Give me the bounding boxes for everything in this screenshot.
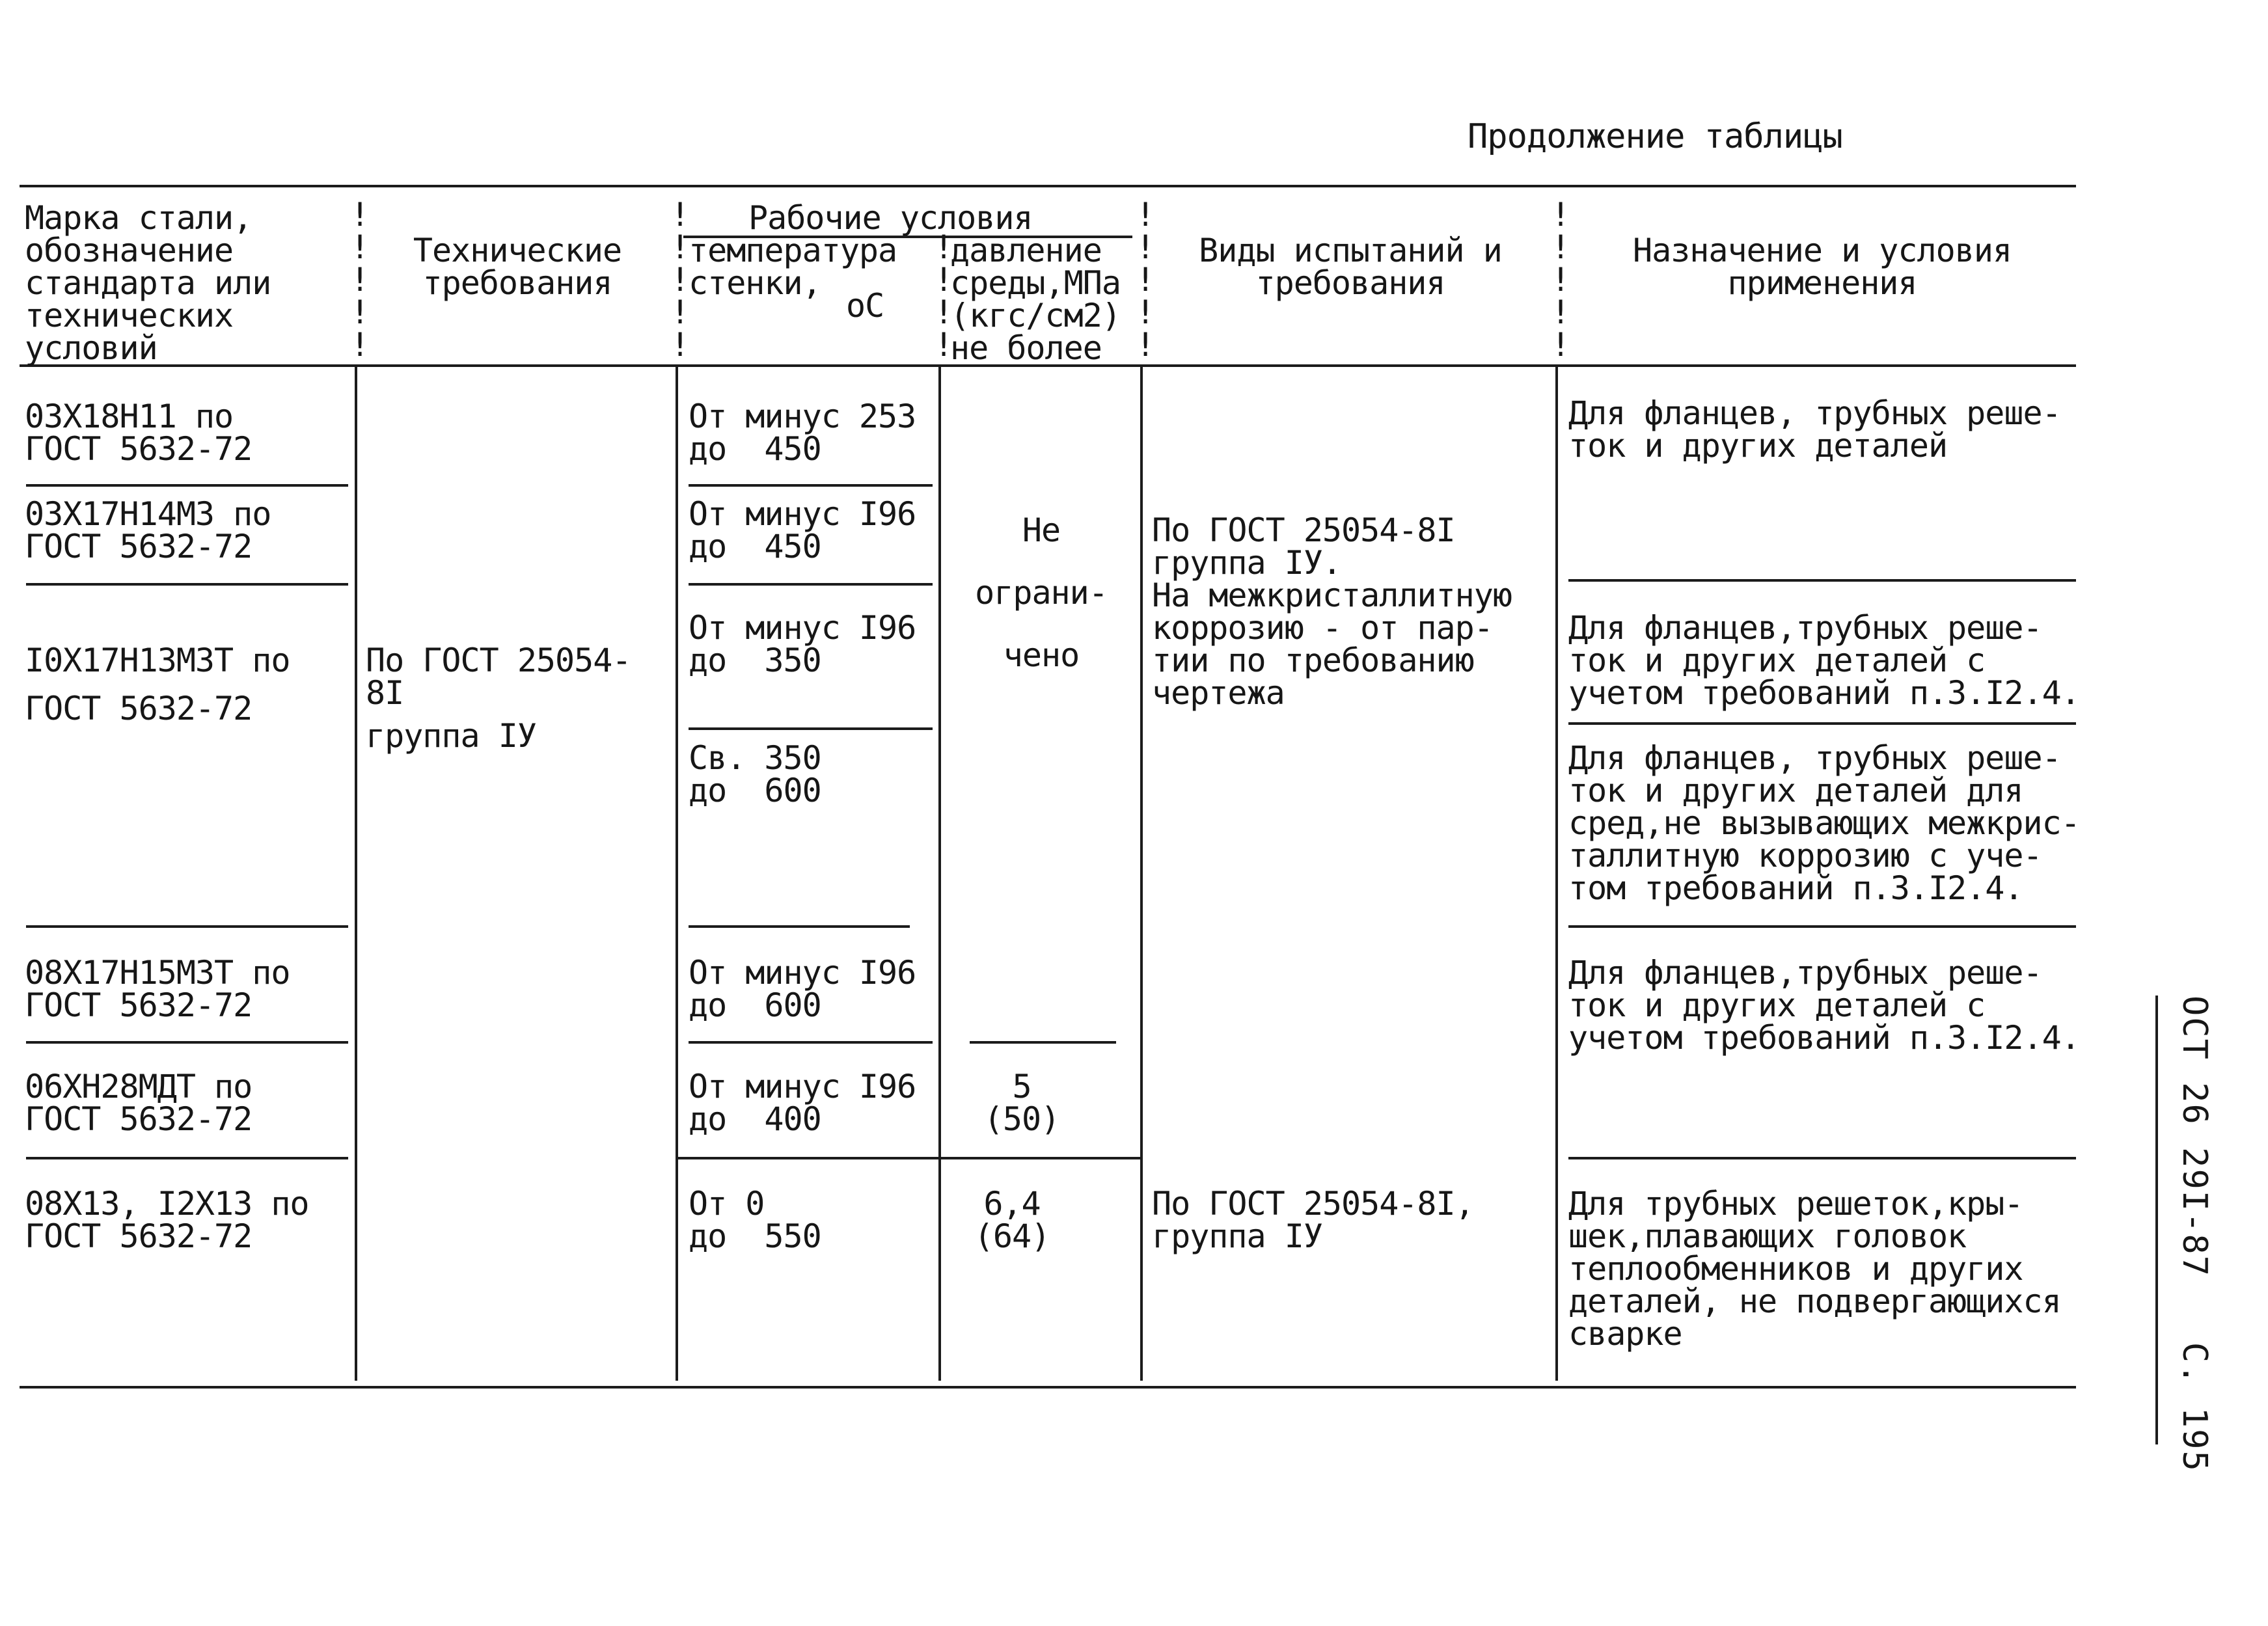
wall-temperature: От минус 253 до 450	[689, 398, 916, 468]
row-rule	[1568, 925, 2076, 928]
header-sep: !	[350, 293, 370, 331]
header-sep: !	[934, 326, 954, 364]
side-rule	[2155, 996, 2158, 1444]
row-rule	[1568, 722, 2076, 725]
header-sep: !	[1551, 196, 1571, 234]
header-tech-requirements: Технические требования	[413, 232, 622, 302]
header-sep: !	[1551, 326, 1571, 364]
header-sep: !	[350, 261, 370, 299]
steel-grade: I0Х17Н13М3Т по ГОСТ 5632-72	[25, 642, 290, 727]
row-rule	[1568, 1157, 2076, 1159]
row-rule	[677, 1157, 1142, 1159]
wall-temperature: Св. 350 до 600	[689, 739, 821, 809]
wall-temperature: От минус I96 до 400	[689, 1068, 916, 1138]
row-rule	[689, 484, 933, 487]
row-rule	[689, 727, 933, 730]
pressure-unlimited: Не ограни- чено	[975, 511, 1108, 674]
header-sep: !	[1136, 293, 1156, 331]
row-rule	[970, 1041, 1116, 1044]
header-sep: !	[1136, 326, 1156, 364]
col-rule-2	[676, 366, 678, 1381]
header-steel-grade: Марка стали, обозначение стандарта или технических условий	[25, 199, 271, 367]
header-sep: !	[1551, 228, 1571, 266]
col-rule-1	[355, 366, 357, 1381]
pressure-value: 6,4 (64)	[974, 1185, 1050, 1255]
purpose: Для фланцев,трубных реше- ток и других деталей с учетом требований п.3.I2.4.	[1568, 609, 2080, 712]
header-purpose: Назначение и условия применения	[1632, 232, 2012, 302]
header-sep: !	[350, 196, 370, 234]
row-rule	[1568, 579, 2076, 582]
header-sep: !	[1136, 228, 1156, 266]
header-sep: !	[670, 228, 690, 266]
steel-grade: 08Х17Н15М3Т по ГОСТ 5632-72	[25, 954, 290, 1024]
col-rule-5	[1555, 366, 1558, 1381]
steel-grade: 03Х17Н14М3 по ГОСТ 5632-72	[25, 495, 271, 565]
row-rule	[26, 925, 348, 928]
continuation-title: Продолжение таблицы	[1468, 117, 1842, 156]
row-rule	[689, 925, 910, 928]
header-sep: !	[670, 326, 690, 364]
row-rule	[26, 1157, 348, 1159]
header-sep: !	[1136, 261, 1156, 299]
purpose: Для трубных решеток,кры- шек,плавающих головок теплообменников и других деталей, не подвергающихся сварке	[1568, 1185, 2061, 1353]
wall-temperature: От минус I96 до 450	[689, 495, 916, 565]
purpose: Для фланцев, трубных реше- ток и других деталей	[1568, 394, 2061, 465]
header-sep: !	[1551, 293, 1571, 331]
header-working-conditions: Рабочие условия	[748, 199, 1033, 237]
header-sep: !	[934, 228, 954, 266]
header-sep: !	[1551, 261, 1571, 299]
header-temperature-unit: оС	[846, 287, 884, 325]
col-rule-4	[1140, 366, 1143, 1381]
steel-grade: 06ХН28МДТ по ГОСТ 5632-72	[25, 1068, 253, 1138]
wall-temperature: От минус I96 до 600	[689, 954, 916, 1024]
header-sep: !	[670, 293, 690, 331]
row-rule	[26, 484, 348, 487]
table-top-rule	[20, 185, 2076, 187]
header-sep: !	[350, 326, 370, 364]
row-rule	[26, 583, 348, 586]
header-sep: !	[934, 261, 954, 299]
header-sep: !	[670, 196, 690, 234]
col-rule-3	[938, 366, 941, 1381]
row-rule	[26, 1041, 348, 1044]
pressure-value: 5 (50)	[983, 1068, 1060, 1138]
header-sep: !	[1136, 196, 1156, 234]
steel-grade: 03Х18Н11 по ГОСТ 5632-72	[25, 398, 253, 468]
wall-temperature: От минус I96 до 350	[689, 609, 916, 679]
steel-grade: 08Х13, I2Х13 по ГОСТ 5632-72	[25, 1185, 309, 1255]
row-rule	[689, 1041, 933, 1044]
header-medium-pressure: давление среды,МПа (кгс/см2) не более	[950, 232, 1121, 367]
purpose: Для фланцев,трубных реше- ток и других деталей с учетом требований п.3.I2.4.	[1568, 954, 2080, 1057]
header-tests: Виды испытаний и требования	[1199, 232, 1502, 302]
tests-requirements: По ГОСТ 25054-8I, группа IУ	[1152, 1185, 1474, 1255]
header-sep: !	[350, 228, 370, 266]
purpose: Для фланцев, трубных реше- ток и других деталей для сред,не вызывающих межкрис- таллитную коррозию с уче- том требований п.3.I2.4.	[1568, 739, 2080, 907]
table-bottom-rule	[20, 1386, 2076, 1389]
tests-requirements: По ГОСТ 25054-8I группа IУ. На межкристаллитную коррозию - от пар- тии по требованию чертежа	[1152, 511, 1512, 712]
tech-requirements: По ГОСТ 25054- 8I группа IУ	[366, 642, 631, 755]
row-rule	[689, 583, 933, 586]
header-sep: !	[934, 293, 954, 331]
side-document-label: ОСТ 26 29I-87 С. 195	[2175, 996, 2214, 1472]
header-sep: !	[670, 261, 690, 299]
wall-temperature: От 0 до 550	[689, 1185, 821, 1255]
header-wall-temperature: температура стенки,	[689, 232, 897, 302]
